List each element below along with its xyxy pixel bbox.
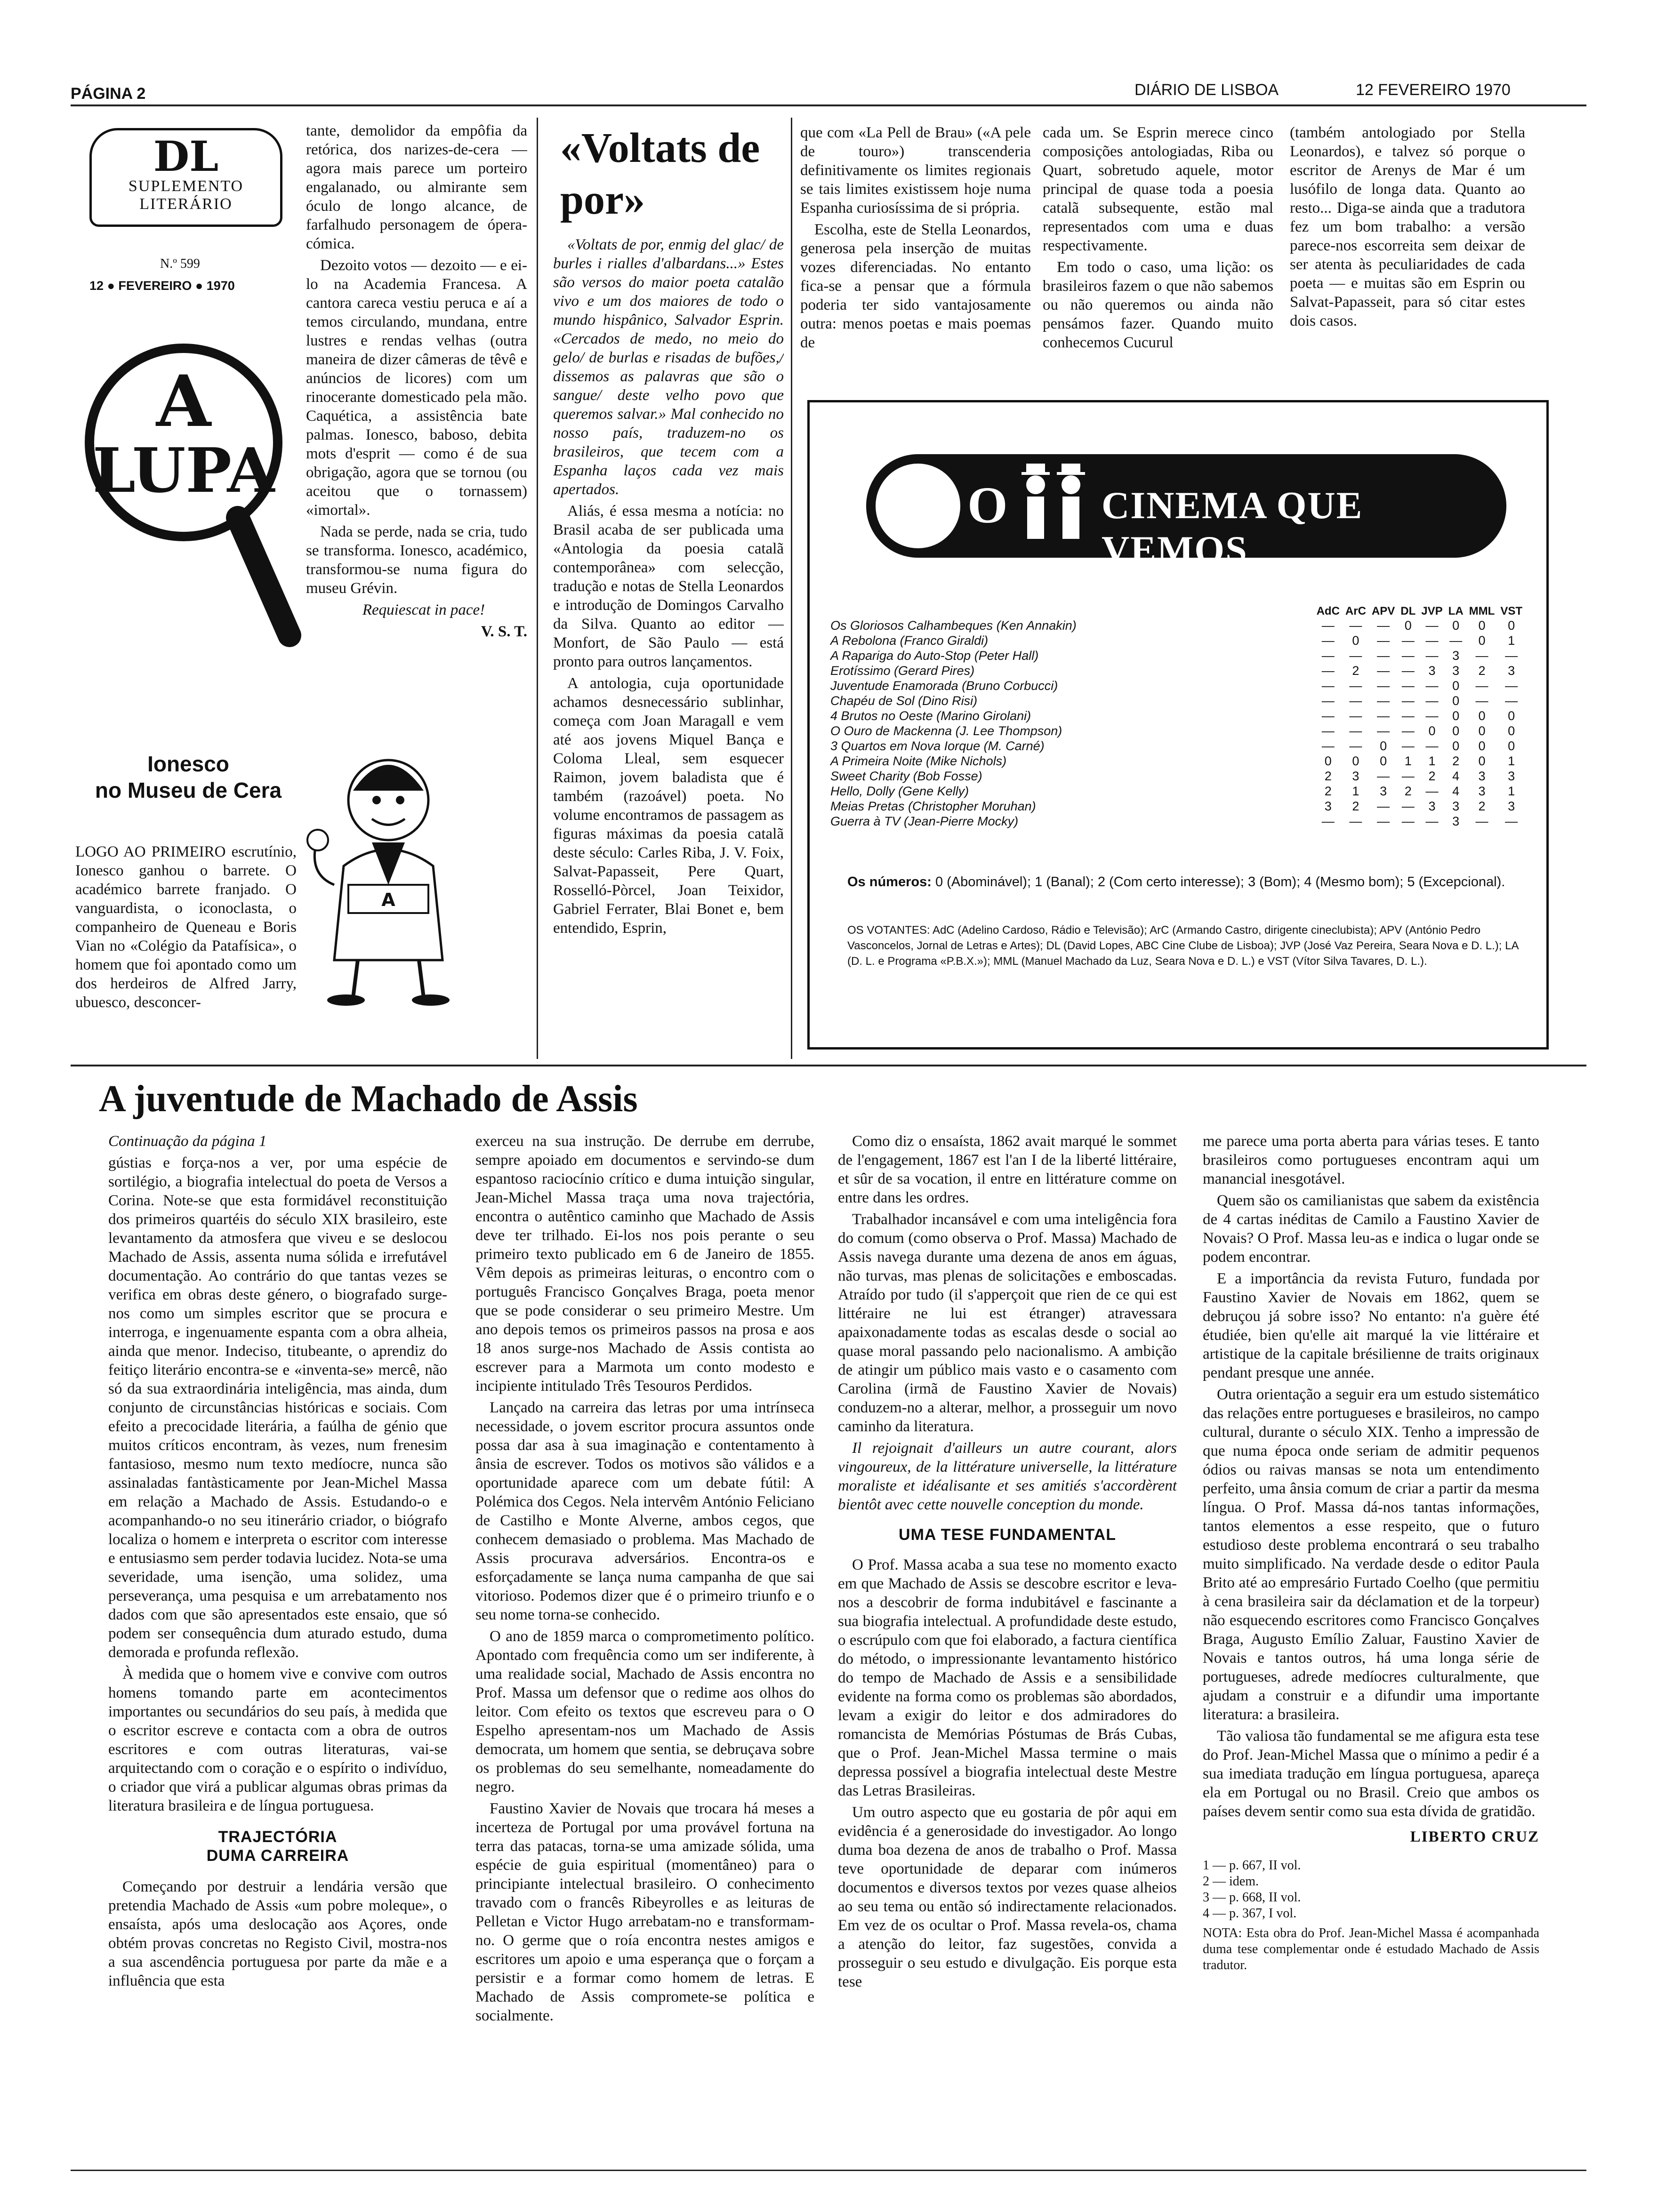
film-row bbox=[828, 708, 1525, 723]
film-rating: — bbox=[1505, 693, 1518, 708]
film-rating: 0 bbox=[1452, 678, 1460, 693]
film-rating: — bbox=[1475, 814, 1488, 828]
film-rating: — bbox=[1505, 814, 1518, 828]
film-rating: — bbox=[1401, 738, 1415, 753]
closing-line: Requiescat in pace! bbox=[362, 601, 485, 618]
film-rating: — bbox=[1377, 618, 1390, 633]
film-rating: 1 bbox=[1508, 784, 1515, 798]
film-rating: 3 bbox=[1428, 663, 1436, 678]
bullet-icon: ● bbox=[195, 279, 207, 293]
film-rating: 1 bbox=[1508, 753, 1515, 768]
footnote: 2 — idem. bbox=[1203, 1874, 1259, 1889]
issue-date: 12 FEVEREIRO 1970 bbox=[1356, 81, 1511, 99]
film-rating: — bbox=[1377, 693, 1390, 708]
film-rating: — bbox=[1401, 678, 1415, 693]
paragraph: Outra orientação a seguir era um estudo sistemático das relações entre portugueses e brasileiros, no campo cultural, durante o século XIX. Tenho a impressão de que numa época onde seriam de admitir pequenos ódios ou raivas mansas se nota um entendimento perfeito, uma ânsia comum de criar a partir da mesma língua. O Prof. Massa dá-nos tantas informações, tantos elementos a esse respeito, que o futuro estudioso deste problema encontrará o seu trabalho muito simplificado. Na verdade desde o editor Paula Brito até ao empresário Furtado Coelho (que permitiu à cena brasileira sair da déclamation et de la torpeur) não esquecendo escritores como Francisco Gonçalves Braga, Augusto Emílio Zaluar, Faustino Xavier de Novais e tantos outros, há uma longa série de portugueses, adrede medíocres culturalmente, que ajudam a construir e a difundir uma importante literatura: a brasileira. bbox=[1203, 1386, 1539, 1723]
paragraph: Lançado na carreira das letras por uma intrínseca necessidade, o jovem escritor procura assuntos onde possa dar asa à sua imaginação e contentamento à ânsia de escrever. Todos os motivos são válidos e a oportunidade aparece com um debate fútil: A Polémica dos Cegos. Nela intervêm António Feliciano de Castilho e Monte Alverne, ambos cegos, que conhecem demasiado o problema. Mas Machado de Assis procurava adversários. Encontra-os e esforçadamente se lança numa campanha de que sai vitorioso. Podemos dizer que é o primeiro triunfo e o seu nome torna-se conhecido. bbox=[475, 1399, 814, 1623]
film-rating: — bbox=[1377, 799, 1390, 813]
film-rating: 0 bbox=[1380, 753, 1387, 768]
footnotes bbox=[1203, 1858, 1539, 1973]
voters-list bbox=[847, 922, 1520, 969]
film-rating: — bbox=[1321, 693, 1335, 708]
film-rating: 0 bbox=[1508, 618, 1515, 633]
film-rating: 0 bbox=[1404, 618, 1412, 633]
film-row bbox=[828, 618, 1525, 633]
masthead-month: FEVEREIRO bbox=[118, 279, 192, 293]
film-rating: 3 bbox=[1508, 799, 1515, 813]
film-rating: 4 bbox=[1452, 784, 1460, 798]
machado-column-3 bbox=[838, 1132, 1177, 2130]
newspaper-name: DIÁRIO DE LISBOA bbox=[1134, 81, 1279, 99]
critic-header: AdC bbox=[1316, 605, 1340, 617]
magnifier-icon bbox=[82, 325, 304, 654]
film-row bbox=[828, 799, 1525, 814]
machado-column-4 bbox=[1203, 1132, 1539, 2130]
film-rating: 0 bbox=[1478, 753, 1486, 768]
film-rating: 0 bbox=[1478, 738, 1486, 753]
column-divider bbox=[537, 118, 538, 1059]
critic-header: ArC bbox=[1345, 605, 1366, 617]
film-row bbox=[828, 693, 1525, 708]
film-rating: — bbox=[1401, 648, 1415, 663]
film-rating: 3 bbox=[1324, 799, 1332, 813]
machado-signature: LIBERTO CRUZ bbox=[1410, 1828, 1539, 1845]
film-rating: 1 bbox=[1352, 784, 1359, 798]
film-rating: — bbox=[1321, 618, 1335, 633]
film-rating: — bbox=[1425, 784, 1439, 798]
film-rating: — bbox=[1321, 633, 1335, 648]
paragraph: «Voltats de por, enmig del glac/ de burles i rialles d'albardans...» Estes são versos do maior poeta catalão vivo e um dos maiores de todo o mundo hispânico, Salvador Esprin. «Cercados de medo, no meio do gelo/ de burlas e risadas de bufões,/ dissemos as palavras que são o sangue/ deste velho povo que queremos salvar.» Mal conhecido no nosso país, traduzem-no os brasileiros, que tecem com a Espanha laços cada vez mais apertados. bbox=[553, 236, 784, 498]
supplement-title-1: SUPLEMENTO bbox=[128, 177, 244, 195]
ionesco-intro bbox=[75, 842, 297, 1012]
title-header bbox=[828, 605, 1314, 618]
film-rating: 2 bbox=[1428, 769, 1436, 783]
banner-title: CINEMA QUE VEMOS bbox=[1102, 484, 1363, 571]
film-rating: 0 bbox=[1452, 693, 1460, 708]
paragraph: Em todo o caso, uma lição: os brasileiros fazem o que não sabemos ou não queremos ou ainda não pensámos fazer. Quando muito conhecemos Cucurul bbox=[1043, 259, 1273, 351]
film-rating: 2 bbox=[1324, 769, 1332, 783]
film-rating: — bbox=[1349, 723, 1362, 738]
film-rating: — bbox=[1505, 648, 1518, 663]
film-rating: 2 bbox=[1478, 799, 1486, 813]
film-row bbox=[828, 633, 1525, 648]
film-rating: 0 bbox=[1478, 708, 1486, 723]
film-rating: — bbox=[1401, 723, 1415, 738]
film-rating: 3 bbox=[1352, 769, 1359, 783]
machado-column-1 bbox=[108, 1132, 447, 2130]
film-row bbox=[828, 784, 1525, 799]
film-rating: 0 bbox=[1452, 708, 1460, 723]
ionesco-headline-1: Ionesco bbox=[147, 752, 229, 776]
ionesco-headline-2: no Museu de Cera bbox=[95, 778, 282, 802]
film-rating: — bbox=[1349, 814, 1362, 828]
film-rating: — bbox=[1321, 678, 1335, 693]
film-rating: — bbox=[1505, 678, 1518, 693]
film-rating: 3 bbox=[1508, 663, 1515, 678]
rating-scale bbox=[847, 873, 1520, 891]
film-rating: 2 bbox=[1324, 784, 1332, 798]
subhead-trajectoria bbox=[108, 1827, 447, 1865]
film-rating: — bbox=[1321, 708, 1335, 723]
film-row bbox=[828, 738, 1525, 753]
film-title: A Primeira Noite (Mike Nichols) bbox=[830, 753, 1007, 768]
column-divider bbox=[791, 118, 792, 1059]
film-rating: — bbox=[1425, 693, 1439, 708]
masthead-day: 12 bbox=[89, 279, 104, 293]
film-rating: — bbox=[1475, 693, 1488, 708]
film-rating: 0 bbox=[1428, 723, 1436, 738]
paragraph: LOGO AO PRIMEIRO escrutínio, Ionesco ganhou o barrete. O académico barrete franjado. O vanguardista, o iconoclasta, o companheiro de Queneau e Boris Vian no «Colégio da Patafísica», o homem que foi apontado como um dos herdeiros de Alfred Jarry, ubuesco, desconcer- bbox=[75, 843, 297, 1011]
film-rating: — bbox=[1349, 678, 1362, 693]
film-rating: — bbox=[1401, 769, 1415, 783]
film-title: Hello, Dolly (Gene Kelly) bbox=[830, 784, 969, 798]
paragraph: Aliás, é essa mesma a notícia: no Brasil acaba de ser publicada uma «Antologia da poesia catalã contemporânea» com selecção, tradução e notas de Stella Leonardos e introdução de Domingos Carvalho da Silva. Quanto ao editor — Monfort, de São Paulo — está pronto para outros lançamentos. bbox=[553, 503, 784, 670]
paragraph: Dezoito votos — dezoito — e ei-lo na Academia Francesa. A cantora careca vestiu peruca e aí a temos circulando, mundana, entre lustres e rendas velhas (outra maneira de dizer câmeras de têvê e anúncios de licores) com um rinocerante domesticado pela mão. Caquética, a assistência bate palmas. Ionesco, baboso, debita mots d'esprit — como é de sua obrigação, agora que se tornou (ou aceitou que o tornassem) «imortal». bbox=[306, 257, 527, 519]
ionesco-headline bbox=[75, 751, 301, 803]
film-title: Guerra à TV (Jean-Pierre Mocky) bbox=[830, 814, 1019, 828]
film-rating: — bbox=[1377, 723, 1390, 738]
ratings-table bbox=[828, 605, 1525, 829]
film-rating: — bbox=[1377, 708, 1390, 723]
film-rating: 0 bbox=[1478, 618, 1486, 633]
film-title: A Rebolona (Franco Giraldi) bbox=[830, 633, 989, 648]
paragraph: gústias e força-nos a ver, por uma espécie de sortilégio, a biografia intelectual do poeta de Versos a Corina. Note-se que esta formidável reconstituição dos primeiros quartéis do século XIX brasileiro, este levantamento da atmosfera que viveu e se deslocou Machado de Assis, assenta numa sólida e irrefutável documentação. Ao contrário do que tantas vezes se verifica em obras deste género, o biografado surge-nos como um simples escritor que se procura e interroga, e ingenuamente espanta com a obra alheia, ainda que menor. Indeciso, titubeante, o aprendiz do feitiço literário encontra-se e «inventa-se» mercê, não só da sua extraordinária inteligência, mas ainda, dum conjunto de circunstâncias históricas e sociais. Com efeito a precocidade literária, a faúlha de génio que muitos críticos encontram, às vezes, num frenesim fantasioso, mesmo num texto medíocre, nunca são assinaladas fantàsticamente por Jean-Michel Massa em relação a Machado de Assis. Estudando-o e acompanhando-o no seu itinerário criador, o biógrafo localiza o homem e interpreta o escritor com interesse e entusiasmo sem perder todavia lucidez. Nota-se uma severidade, uma isenção, uma solidez, uma perseverança, uma pesquisa e um arrebatamento nos dados com que são apresentados este ensaio, que só podem ser consequência dum aturado estudo, duma demorada e profunda reflexão. bbox=[108, 1154, 447, 1661]
paragraph: cada um. Se Esprin merece cinco composições antologiadas, Riba ou Quart, sobretudo aquele, motor principal de quase toda a poesia catalã subsequente, estão mal representados com uma e duas respectivamente. bbox=[1043, 124, 1273, 254]
film-rating: — bbox=[1401, 693, 1415, 708]
page-number: PÁGINA 2 bbox=[71, 85, 146, 103]
paragraph: Il rejoignait d'ailleurs un autre courant, alors vingoureux, de la littérature universelle, la littérature moraliste et idéalisante et ses amitiés s'accordèrent bientôt avec cette nouvelle conception du monde. bbox=[838, 1440, 1177, 1513]
footer-rule bbox=[71, 2170, 1586, 2171]
film-rating: 2 bbox=[1452, 753, 1460, 768]
masthead-date bbox=[89, 279, 235, 293]
film-row bbox=[828, 663, 1525, 678]
voltats-column-3 bbox=[1043, 123, 1273, 373]
masthead-year: 1970 bbox=[206, 279, 235, 293]
film-rating: — bbox=[1321, 738, 1335, 753]
film-rating: — bbox=[1475, 648, 1488, 663]
cinema-banner bbox=[866, 454, 1506, 571]
film-rating: 2 bbox=[1352, 799, 1359, 813]
film-rating: — bbox=[1475, 678, 1488, 693]
machado-column-2 bbox=[475, 1132, 814, 2130]
machado-kicker: Continuação da página 1 bbox=[108, 1133, 267, 1150]
film-rating: — bbox=[1349, 618, 1362, 633]
voltats-column-4 bbox=[1290, 123, 1525, 373]
paragraph: tante, demolidor da empôfia da retórica, dos narizes-de-cera — agora mais parece um porteiro engalanado, ou almirante sem óculo de longo alcance, de farfalhudo personagem de ópera-cómica. bbox=[306, 122, 527, 252]
film-title: 3 Quartos em Nova Iorque (M. Carné) bbox=[830, 738, 1045, 753]
section-rule bbox=[71, 1065, 1586, 1066]
paragraph: que com «La Pell de Brau» («A pele de touro») transcenderia definitivamente os limites regionais se tais limites existissem hoje numa Espanha curiosíssima de si própria. bbox=[800, 124, 1031, 216]
svg-text:LUPA: LUPA bbox=[92, 434, 275, 506]
ionesco-signature: V. S. T. bbox=[481, 623, 527, 640]
film-row bbox=[828, 814, 1525, 829]
film-rating: — bbox=[1349, 738, 1362, 753]
paragraph: Escolha, este de Stella Leonardos, generosa pela inserção de muitas vozes diferenciadas. No entanto fica-se a pensar que a fórmula poderia ter sido vantajosamente outra: menos poetas e mais poemas de bbox=[800, 221, 1031, 351]
film-rating: — bbox=[1349, 693, 1362, 708]
film-title: 4 Brutos no Oeste (Marino Girolani) bbox=[830, 708, 1031, 723]
paragraph: O Prof. Massa acaba a sua tese no momento exacto em que Machado de Assis se descobre escritor e leva-nos a descobrir de forma indubitável e fascinante a sua biografia intelectual. A profundidade deste estudo, o escrúpulo com que foi elaborado, a factura científica do método, o impressionante levantamento histórico do tempo de Machado de Assis e a sensibilidade evidente na forma como os problemas são abordados, levam a exigir do leitor e dos admiradores do romancista de Memórias Póstumas de Brás Cubas, que o Prof. Jean-Michel Massa termine o mais depressa possível a biografia intelectual deste Mestre das Letras Brasileiras. bbox=[838, 1556, 1177, 1799]
critic-header: JVP bbox=[1421, 605, 1443, 617]
voters-text: AdC (Adelino Cardoso, Rádio e Televisão); ArC (Armando Castro, dirigente cineclubista); APV (António Pedro Vasconcelos, Jornal de Letras e Artes); DL (David Lopes, ABC Cine Clube de Lisboa); JVP (José Vaz Pereira, Seara Nova e D. L.); LA (D. L. e Programa «P.B.X.»); MML (Manuel Machado da Luz, Seara Nova e D. L.) e VST (Vítor Silva Tavares, D. L.). bbox=[847, 924, 1519, 968]
critic-header: DL bbox=[1400, 605, 1416, 617]
paragraph: exerceu na sua instrução. De derrube em derrube, sempre apoiado em documentos e servindo-se dum espantoso raciocínio crítico e duma intuição singular, Jean-Michel Massa traça uma nova trajectória, encontra o autêntico caminho que Machado de Assis deve ter trilhado. Ei-los nos pois perante o seu primeiro texto publicado em 6 de Janeiro de 1855. Vêm depois as primeiras leituras, o encontro com o português Francisco Gonçalves Braga, poeta menor que se pode considerar o seu primeiro Mestre. Um ano depois temos os primeiros passos na prosa e aos 18 anos surge-nos Machado de Assis contista ao escrever para a Marmota um conto modesto e incipiente intitulado Três Tesouros Perdidos. bbox=[475, 1133, 814, 1395]
film-rating: 2 bbox=[1404, 784, 1412, 798]
critic-header: LA bbox=[1448, 605, 1464, 617]
film-rating: — bbox=[1401, 799, 1415, 813]
film-rating: — bbox=[1425, 738, 1439, 753]
film-rating: 1 bbox=[1508, 633, 1515, 648]
film-rating: — bbox=[1425, 648, 1439, 663]
film-rating: 4 bbox=[1452, 769, 1460, 783]
critic-header: VST bbox=[1500, 605, 1522, 617]
film-rating: — bbox=[1377, 769, 1390, 783]
film-rating: 0 bbox=[1478, 633, 1486, 648]
film-title: Sweet Charity (Bob Fosse) bbox=[830, 769, 982, 783]
film-row bbox=[828, 678, 1525, 693]
subhead-line: DUMA CARREIRA bbox=[206, 1847, 349, 1865]
paragraph: me parece uma porta aberta para várias teses. E tanto brasileiros como portugueses encontram aqui um manancial inesgotável. bbox=[1203, 1133, 1539, 1187]
film-row bbox=[828, 769, 1525, 784]
paragraph: À medida que o homem vive e convive com outros homens tomando parte em acontecimentos importantes ou secundários do seu país, à medida que o escritor escreve e contacta com a obra de outros escritores e com outras literaturas, vai-se arquitectando com o coração e o espírito o indivíduo, o criador que virá a publicar algumas obras primas da literatura brasileira e de língua portuguesa. bbox=[108, 1666, 447, 1814]
critic-header: APV bbox=[1371, 605, 1395, 617]
film-title: O Ouro de Mackenna (J. Lee Thompson) bbox=[830, 723, 1062, 738]
film-rating: 1 bbox=[1428, 753, 1436, 768]
paragraph: (também antologiado por Stella Leonardos), e talvez só porque o escritor de Arenys de Mar é um lusófilo de longa data. Quanto ao resto... Diga-se ainda que a tradutora fez um bom trabalho: a versão parece-nos escorreita sem deixar de ser atenta às peculiaridades de cada poeta — e muitas são em Esprin ou Salvat-Papasseit, para só citar estes dois casos. bbox=[1290, 124, 1525, 329]
header-rule bbox=[71, 104, 1586, 106]
paragraph: Um outro aspecto que eu gostaria de pôr aqui em evidência é a generosidade do investigador. Ao longo duma boa dezena de anos de trabalho o Prof. Massa teve oportunidade de deparar com inúmeros documentos e diversos textos por vezes quase alheios ao seu tema ou então só indirectamente relacionados. Em vez de os ocultar o Prof. Massa revela-os, chama a atenção do leitor, faz sugestões, convida a prosseguir o seu estudo e divulgação. Eis porque esta tese bbox=[838, 1804, 1177, 1990]
film-rating: — bbox=[1321, 723, 1335, 738]
film-rating: — bbox=[1377, 814, 1390, 828]
film-rating: — bbox=[1377, 678, 1390, 693]
film-rating: 0 bbox=[1508, 738, 1515, 753]
lupa-logo bbox=[82, 325, 304, 654]
paragraph: Trabalhador incansável e com uma inteligência fora do comum (como observa o Prof. Massa) Machado de Assis navega durante uma dezena de anos em águas, não turvas, mas plenas de solicitações e emboscadas. Atraído por tudo (il s'apperçoit que rien de ce qui est littéraire ne lui est étranger) atravessara apaixonadamente todas as escalas desde o social ao quase moral passando pelo nacionalismo. A ambição de atingir um público mais vasto e o casamento com Carolina (irmã de Faustino Xavier de Novais) conduzem-no a alterar, melhor, a prosseguir um novo caminho da literatura. bbox=[838, 1211, 1177, 1435]
film-rating: 3 bbox=[1452, 663, 1460, 678]
film-rating: 0 bbox=[1508, 708, 1515, 723]
film-title: Juventude Enamorada (Bruno Corbucci) bbox=[830, 678, 1058, 693]
supplement-title-2: LITERÁRIO bbox=[139, 195, 233, 213]
critic-header: MML bbox=[1469, 605, 1495, 617]
film-title: Erotíssimo (Gerard Pires) bbox=[830, 663, 975, 678]
ionesco-article-column bbox=[306, 121, 527, 846]
film-rating: 0 bbox=[1324, 753, 1332, 768]
subhead-line: TRAJECTÓRIA bbox=[218, 1828, 338, 1846]
film-rating: 0 bbox=[1380, 738, 1387, 753]
film-rating: — bbox=[1425, 618, 1439, 633]
paragraph: E a importância da revista Futuro, fundada por Faustino Xavier de Novais em 1862, quem se debruçou já sobre isso? No entanto: n'a guère été étudiée, bien qu'elle ait marqué la vie littéraire et artistique de la capitale brésilienne de traits originaux pendant presque une année. bbox=[1203, 1270, 1539, 1381]
film-rating: 2 bbox=[1478, 663, 1486, 678]
film-rating: 1 bbox=[1404, 753, 1412, 768]
paragraph: Começando por destruir a lendária versão que pretendia Machado de Assis «um pobre moleque», o ensaísta, após uma deslocação aos Açores, onde obtém provas concretas no Registo Civil, mostra-nos a sua ascendência portuguesa por parte da mãe e a influência que esta bbox=[108, 1878, 447, 1989]
supplement-masthead bbox=[89, 128, 282, 227]
film-rating: 2 bbox=[1352, 663, 1359, 678]
film-rating: — bbox=[1401, 663, 1415, 678]
film-rating: — bbox=[1425, 633, 1439, 648]
ratings-header-row bbox=[828, 605, 1525, 618]
film-title: Os Gloriosos Calhambeques (Ken Annakin) bbox=[830, 618, 1077, 633]
voters-label: OS VOTANTES: bbox=[847, 924, 930, 937]
footnote: 3 — p. 668, II vol. bbox=[1203, 1890, 1301, 1905]
film-rating: 3 bbox=[1478, 784, 1486, 798]
film-rating: — bbox=[1449, 633, 1463, 648]
paragraph: Tão valiosa tão fundamental se me afigura esta tese do Prof. Jean-Michel Massa que o mínimo a pedir é a sua imediata tradução em língua portuguesa, apareça ela em Portugal ou no Brasil. Creio que ambos os países devem sentir como sua esta dívida de gratidão. bbox=[1203, 1728, 1539, 1820]
film-rating: — bbox=[1401, 708, 1415, 723]
footnote: 1 — p. 667, II vol. bbox=[1203, 1858, 1301, 1873]
banner-o: O bbox=[967, 476, 1008, 534]
dl-logo: DL bbox=[153, 132, 219, 181]
film-rating: 3 bbox=[1452, 648, 1460, 663]
film-row bbox=[828, 723, 1525, 738]
film-rating: 3 bbox=[1478, 769, 1486, 783]
rating-scale-text: 0 (Abominável); 1 (Banal); 2 (Com certo interesse); 3 (Bom); 4 (Mesmo bom); 5 (Excepcional). bbox=[935, 874, 1505, 890]
film-rating: 0 bbox=[1352, 753, 1359, 768]
film-title: A Rapariga do Auto-Stop (Peter Hall) bbox=[830, 648, 1039, 663]
film-rating: — bbox=[1425, 814, 1439, 828]
film-rating: — bbox=[1425, 708, 1439, 723]
film-rating: — bbox=[1349, 708, 1362, 723]
footnote: 4 — p. 367, I vol. bbox=[1203, 1906, 1297, 1921]
voltats-headline: «Voltats de por» bbox=[560, 125, 760, 223]
cinema-box bbox=[807, 400, 1549, 1050]
film-rating: 0 bbox=[1452, 723, 1460, 738]
paragraph: Como diz o ensaísta, 1862 avait marqué le sommet de l'engagement, 1867 est l'an I de la liberté littéraire, et sûr de sa vocation, il entre en littérature comme on entre dans les ordres. bbox=[838, 1133, 1177, 1206]
paragraph: Nada se perde, nada se cria, tudo se transforma. Ionesco, académico, transformou-se numa figura do museu Grévin. bbox=[306, 523, 527, 597]
voltats-column-1 bbox=[553, 235, 784, 1054]
banner-o-circle bbox=[876, 464, 960, 548]
film-rating: — bbox=[1377, 648, 1390, 663]
film-title: Meias Pretas (Christopher Moruhan) bbox=[830, 799, 1036, 813]
film-rating: — bbox=[1321, 663, 1335, 678]
film-rating: 3 bbox=[1428, 799, 1436, 813]
film-rating: 3 bbox=[1380, 784, 1387, 798]
film-row bbox=[828, 648, 1525, 663]
film-rating: 0 bbox=[1508, 723, 1515, 738]
svg-text:A: A bbox=[156, 360, 211, 443]
rating-scale-label: Os números: bbox=[847, 874, 932, 890]
film-rating: 0 bbox=[1452, 738, 1460, 753]
characters-icon bbox=[1017, 459, 1092, 558]
issue-number: N.º 599 bbox=[160, 256, 200, 271]
film-rating: — bbox=[1321, 814, 1335, 828]
film-row bbox=[828, 753, 1525, 769]
film-rating: — bbox=[1377, 633, 1390, 648]
film-characters-illustration bbox=[1017, 459, 1092, 558]
film-rating: — bbox=[1425, 678, 1439, 693]
film-title: Chapéu de Sol (Dino Risi) bbox=[830, 693, 978, 708]
film-rating: — bbox=[1321, 648, 1335, 663]
film-rating: 3 bbox=[1452, 799, 1460, 813]
film-rating: 0 bbox=[1478, 723, 1486, 738]
film-rating: 0 bbox=[1352, 633, 1359, 648]
machado-headline: A juventude de Machado de Assis bbox=[99, 1078, 638, 1120]
film-rating: — bbox=[1377, 663, 1390, 678]
film-rating: — bbox=[1401, 814, 1415, 828]
film-rating: 3 bbox=[1452, 814, 1460, 828]
subhead-tese: UMA TESE FUNDAMENTAL bbox=[899, 1526, 1116, 1544]
svg-text:A: A bbox=[381, 890, 395, 910]
bullet-icon: ● bbox=[107, 279, 119, 293]
paragraph: O ano de 1859 marca o comprometimento político. Apontado com frequência como um ser indiferente, à uma realidade social, Machado de Assis encontra no Prof. Massa um defensor que o redime aos olhos do leitor. Com efeito os textos que escreveu para o O Espelho apresentam-nos um Machado de Assis democrata, um homem que sentia, se debruçava sobre os problemas do seu semelhante, nomeadamente do negro. bbox=[475, 1628, 814, 1795]
paragraph: Faustino Xavier de Novais que trocara há meses a incerteza de Portugal por uma provável fortuna na terra das patacas, torna-se uma amizade sólida, uma espécie de guia espiritual (momentâneo) para o principiante intelectual brasileiro. O conhecimento travado com o francês Ribeyrolles e as leituras de Pelletan e Victor Hugo arrebatam-no e transformam-no. O germe que o roía encontra nestes amigos e escritores um apoio e uma esperança que o forçam a persistir e a formar como homem de letras. E Machado de Assis compromete-se política e socialmente. bbox=[475, 1800, 814, 2024]
footnote-note: NOTA: Esta obra do Prof. Jean-Michel Massa é acompanhada duma tese complementar onde é estudado Machado de Assis tradutor. bbox=[1203, 1926, 1539, 1972]
film-rating: 3 bbox=[1508, 769, 1515, 783]
film-rating: 0 bbox=[1452, 618, 1460, 633]
film-rating: — bbox=[1401, 633, 1415, 648]
paragraph: Quem são os camilianistas que sabem da existência de 4 cartas inéditas de Camilo a Faustino Xavier de Novais? O Prof. Massa leu-as e indica o lugar onde se podem encontrar. bbox=[1203, 1192, 1539, 1266]
film-rating: — bbox=[1349, 648, 1362, 663]
paragraph: A antologia, cuja oportunidade achamos desnecessário sublinhar, começa com Joan Maragall e vem até aos jovens Miquel Bança e Coloma Lleal, sem esquecer Raimon, jovem baladista que é também (razoável) poeta. No volume encontramos de passagem as figuras máximas da poesia catalã deste século: Carles Riba, J. V. Foix, Salvat-Papasseit, Pere Quart, Rosselló-Pòrcel, Joan Teixidor, Gabriel Ferrater, Blai Bonet e, bem entendido, Esprin, bbox=[553, 675, 784, 937]
voltats-column-2 bbox=[800, 123, 1031, 373]
